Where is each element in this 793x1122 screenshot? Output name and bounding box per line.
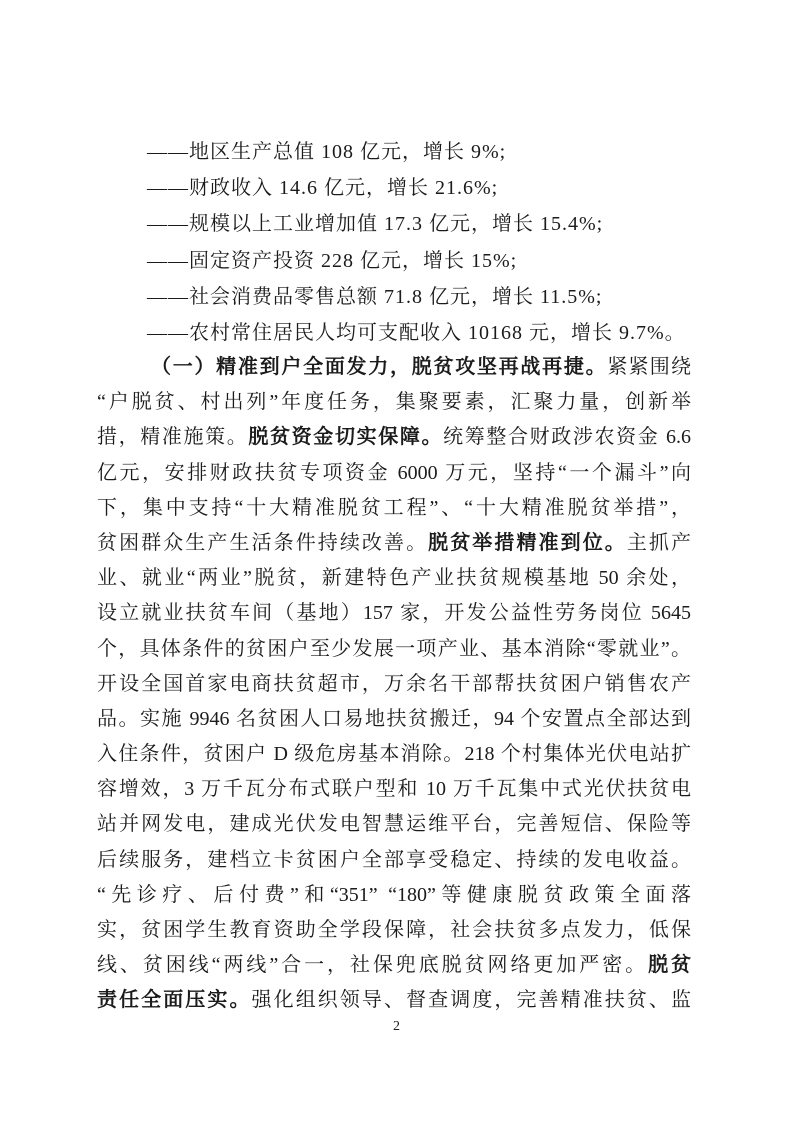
text-run: 个，具体条件的贫困户至少发展一项产业、基本消除“零就业”。 (97, 637, 691, 660)
emphasis-run: 脱贫举措精准到位。 (428, 531, 627, 554)
text-run: 业、就业“两业”脱贫，新建特色产业扶贫规模基地 50 余处， (97, 567, 691, 590)
stat-line: ——农村常住居民人均可支配收入 10168 元，增长 9.7%。 (147, 321, 686, 344)
text-run: 设立就业扶贫车间（基地）157 家，开发公益性劳务岗位 5645 (97, 602, 691, 625)
body-paragraph (97, 350, 691, 1019)
paragraph-line (97, 456, 691, 491)
text-run: 站并网发电，建成光伏发电智慧运维平台，完善短信、保险等 (97, 813, 691, 836)
paragraph-line (97, 420, 691, 455)
text-run: 贫困群众生产生活条件持续改善。 (97, 531, 429, 554)
paragraph-line (97, 737, 691, 772)
paragraph-line (97, 843, 691, 878)
stat-line: ——财政收入 14.6 亿元，增长 21.6%; (147, 177, 499, 200)
text-run: 入住条件，贫困户 D 级危房基本消除。218 个村集体光伏电站扩 (97, 743, 691, 766)
paragraph-line (97, 878, 691, 913)
paragraph-line (97, 772, 691, 807)
paragraph-line (97, 385, 691, 420)
text-run: 后续服务，建档立卡贫困户全部享受稳定、持续的发电收益。 (97, 848, 691, 871)
stat-line: ——社会消费品零售总额 71.8 亿元，增长 11.5%; (147, 285, 603, 308)
stats-block (97, 134, 697, 351)
paragraph-line (97, 596, 691, 631)
paragraph-line (97, 702, 691, 737)
text-run: 下，集中支持“十大精准脱贫工程”、“十大精准脱贫举措”， (97, 496, 691, 519)
text-run: 实，贫困学生教育资助全学段保障，社会扶贫多点发力，低保 (97, 919, 691, 941)
emphasis-run: （一）精准到户全面发力，脱贫攻坚再战再捷。 (151, 356, 608, 378)
paragraph-line (97, 350, 691, 385)
text-run: 品。实施 9946 名贫困人口易地扶贫搬迁，94 个安置点全部达到 (97, 707, 691, 730)
page-number: 2 (393, 1019, 400, 1034)
text-run: “先诊疗、后付费”和“351” “180”等健康脱贫政策全面落 (97, 883, 691, 906)
emphasis-run: 脱贫资金切实保障。 (248, 426, 444, 449)
paragraph-line (97, 526, 691, 561)
emphasis-run: 责任全面压实。 (97, 989, 252, 1012)
paragraph-line (97, 913, 691, 948)
text-run: 强化组织领导、督查调度，完善精准扶贫、监 (251, 989, 691, 1012)
text-run: 措，精准施策。 (97, 426, 249, 449)
text-run: 开设全国首家电商扶贫超市，万余名干部帮扶贫困户销售农产 (97, 672, 691, 695)
paragraph-line (97, 632, 691, 667)
text-run: 主抓产 (626, 531, 691, 554)
text-run: 容增效，3 万千瓦分布式联户型和 10 万千瓦集中式光伏扶贫电 (97, 778, 691, 801)
paragraph-line (97, 948, 691, 983)
text-run: “户脱贫、村出列”年度任务，集聚要素，汇聚力量，创新举 (97, 391, 691, 414)
paragraph-line (97, 983, 691, 1018)
emphasis-run: 脱贫 (648, 954, 691, 977)
paragraph-line (97, 491, 691, 526)
stat-line: ——规模以上工业增加值 17.3 亿元，增长 15.4%; (147, 213, 604, 236)
text-run: 紧紧围绕 (607, 356, 691, 378)
text-run: 亿元，安排财政扶贫专项资金 6000 万元，坚持“一个漏斗”向 (97, 461, 691, 484)
text-run: 线、贫困线“两线”合一，社保兜底脱贫网络更加严密。 (97, 954, 649, 977)
paragraph-line (97, 561, 691, 596)
paragraph-line (97, 667, 691, 702)
text-run: 统筹整合财政涉农资金 6.6 (443, 426, 691, 449)
stat-line: ——地区生产总值 108 亿元，增长 9%; (147, 141, 507, 163)
stat-line: ——固定资产投资 228 亿元，增长 15%; (147, 249, 518, 272)
paragraph-line (97, 807, 691, 842)
